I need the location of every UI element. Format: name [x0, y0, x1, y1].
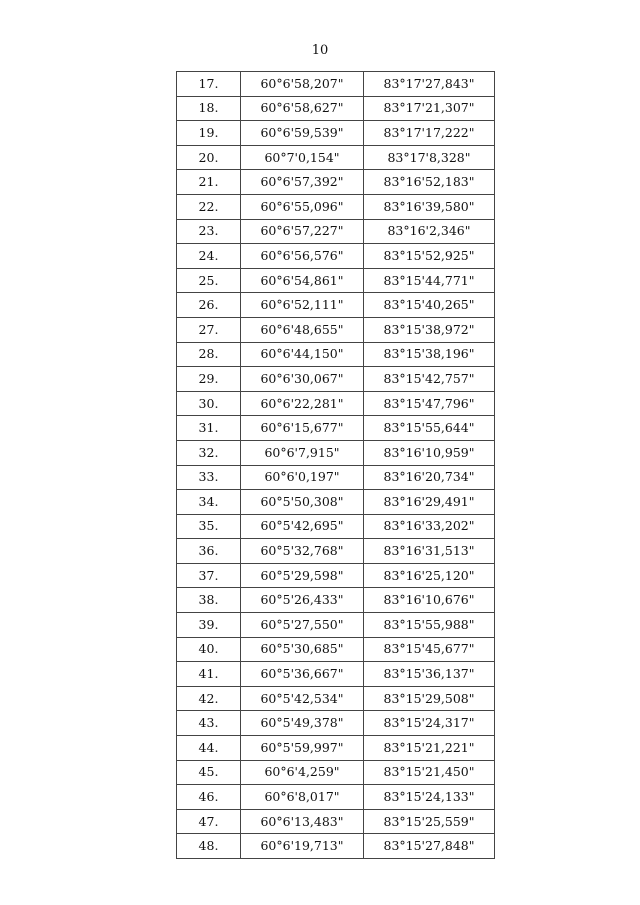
longitude-cell: 83°17'8,328" [364, 145, 495, 170]
table-row [177, 342, 495, 367]
longitude-cell: 83°15'47,796" [364, 391, 495, 416]
table-row [177, 490, 495, 515]
table-row [177, 563, 495, 588]
latitude-cell: 60°5'26,433" [241, 588, 364, 613]
latitude-cell: 60°6'44,150" [241, 342, 364, 367]
table-row [177, 416, 495, 441]
latitude-cell: 60°5'49,378" [241, 711, 364, 736]
table-row [177, 317, 495, 342]
latitude-cell: 60°6'58,627" [241, 96, 364, 121]
point-number-cell: 29. [177, 367, 241, 392]
longitude-cell: 83°17'17,222" [364, 121, 495, 146]
point-number-cell: 25. [177, 268, 241, 293]
latitude-cell: 60°7'0,154" [241, 145, 364, 170]
longitude-cell: 83°16'33,202" [364, 514, 495, 539]
latitude-cell: 60°6'56,576" [241, 244, 364, 269]
latitude-cell: 60°5'59,997" [241, 736, 364, 761]
table-row [177, 244, 495, 269]
latitude-cell: 60°6'58,207" [241, 72, 364, 97]
latitude-cell: 60°5'29,598" [241, 563, 364, 588]
longitude-cell: 83°15'40,265" [364, 293, 495, 318]
longitude-cell: 83°15'24,317" [364, 711, 495, 736]
coordinates-table-body [177, 72, 495, 859]
latitude-cell: 60°6'48,655" [241, 317, 364, 342]
longitude-cell: 83°15'52,925" [364, 244, 495, 269]
latitude-cell: 60°5'42,534" [241, 686, 364, 711]
longitude-cell: 83°15'27,848" [364, 834, 495, 859]
longitude-cell: 83°16'10,676" [364, 588, 495, 613]
latitude-cell: 60°5'27,550" [241, 613, 364, 638]
latitude-cell: 60°6'8,017" [241, 785, 364, 810]
longitude-cell: 83°15'36,137" [364, 662, 495, 687]
longitude-cell: 83°16'20,734" [364, 465, 495, 490]
table-row [177, 834, 495, 859]
table-row [177, 588, 495, 613]
point-number-cell: 48. [177, 834, 241, 859]
table-row [177, 194, 495, 219]
point-number-cell: 42. [177, 686, 241, 711]
latitude-cell: 60°6'13,483" [241, 809, 364, 834]
point-number-cell: 45. [177, 760, 241, 785]
latitude-cell: 60°6'19,713" [241, 834, 364, 859]
point-number-cell: 20. [177, 145, 241, 170]
longitude-cell: 83°16'25,120" [364, 563, 495, 588]
latitude-cell: 60°6'0,197" [241, 465, 364, 490]
latitude-cell: 60°6'30,067" [241, 367, 364, 392]
latitude-cell: 60°6'7,915" [241, 440, 364, 465]
longitude-cell: 83°15'21,450" [364, 760, 495, 785]
longitude-cell: 83°15'42,757" [364, 367, 495, 392]
table-row [177, 440, 495, 465]
latitude-cell: 60°6'57,392" [241, 170, 364, 195]
longitude-cell: 83°15'55,644" [364, 416, 495, 441]
latitude-cell: 60°6'15,677" [241, 416, 364, 441]
longitude-cell: 83°17'21,307" [364, 96, 495, 121]
point-number-cell: 44. [177, 736, 241, 761]
point-number-cell: 23. [177, 219, 241, 244]
latitude-cell: 60°6'52,111" [241, 293, 364, 318]
latitude-cell: 60°6'59,539" [241, 121, 364, 146]
point-number-cell: 26. [177, 293, 241, 318]
latitude-cell: 60°6'22,281" [241, 391, 364, 416]
longitude-cell: 83°15'44,771" [364, 268, 495, 293]
longitude-cell: 83°15'25,559" [364, 809, 495, 834]
page-number: 10 [311, 43, 329, 58]
table-row [177, 613, 495, 638]
longitude-cell: 83°15'45,677" [364, 637, 495, 662]
point-number-cell: 39. [177, 613, 241, 638]
latitude-cell: 60°5'50,308" [241, 490, 364, 515]
point-number-cell: 32. [177, 440, 241, 465]
point-number-cell: 24. [177, 244, 241, 269]
point-number-cell: 21. [177, 170, 241, 195]
longitude-cell: 83°16'10,959" [364, 440, 495, 465]
coordinates-table [176, 71, 495, 859]
point-number-cell: 22. [177, 194, 241, 219]
table-row [177, 219, 495, 244]
point-number-cell: 34. [177, 490, 241, 515]
table-row [177, 711, 495, 736]
table-row [177, 785, 495, 810]
point-number-cell: 28. [177, 342, 241, 367]
table-row [177, 170, 495, 195]
longitude-cell: 83°15'38,972" [364, 317, 495, 342]
latitude-cell: 60°5'42,695" [241, 514, 364, 539]
table-row [177, 514, 495, 539]
table-row [177, 760, 495, 785]
point-number-cell: 43. [177, 711, 241, 736]
table-row [177, 96, 495, 121]
longitude-cell: 83°15'29,508" [364, 686, 495, 711]
point-number-cell: 47. [177, 809, 241, 834]
point-number-cell: 18. [177, 96, 241, 121]
table-row [177, 391, 495, 416]
table-row [177, 686, 495, 711]
table-row [177, 809, 495, 834]
longitude-cell: 83°15'38,196" [364, 342, 495, 367]
longitude-cell: 83°16'52,183" [364, 170, 495, 195]
point-number-cell: 17. [177, 72, 241, 97]
point-number-cell: 35. [177, 514, 241, 539]
point-number-cell: 46. [177, 785, 241, 810]
latitude-cell: 60°5'36,667" [241, 662, 364, 687]
point-number-cell: 37. [177, 563, 241, 588]
point-number-cell: 27. [177, 317, 241, 342]
table-row [177, 367, 495, 392]
longitude-cell: 83°15'55,988" [364, 613, 495, 638]
point-number-cell: 40. [177, 637, 241, 662]
longitude-cell: 83°16'2,346" [364, 219, 495, 244]
longitude-cell: 83°17'27,843" [364, 72, 495, 97]
table-row [177, 465, 495, 490]
longitude-cell: 83°16'29,491" [364, 490, 495, 515]
longitude-cell: 83°15'24,133" [364, 785, 495, 810]
table-row [177, 145, 495, 170]
table-row [177, 268, 495, 293]
point-number-cell: 19. [177, 121, 241, 146]
table-row [177, 121, 495, 146]
latitude-cell: 60°6'57,227" [241, 219, 364, 244]
table-row [177, 539, 495, 564]
point-number-cell: 36. [177, 539, 241, 564]
longitude-cell: 83°15'21,221" [364, 736, 495, 761]
latitude-cell: 60°5'32,768" [241, 539, 364, 564]
table-row [177, 293, 495, 318]
latitude-cell: 60°6'55,096" [241, 194, 364, 219]
latitude-cell: 60°5'30,685" [241, 637, 364, 662]
table-row [177, 736, 495, 761]
point-number-cell: 41. [177, 662, 241, 687]
point-number-cell: 30. [177, 391, 241, 416]
longitude-cell: 83°16'31,513" [364, 539, 495, 564]
latitude-cell: 60°6'54,861" [241, 268, 364, 293]
point-number-cell: 33. [177, 465, 241, 490]
table-row [177, 662, 495, 687]
point-number-cell: 38. [177, 588, 241, 613]
latitude-cell: 60°6'4,259" [241, 760, 364, 785]
table-row [177, 72, 495, 97]
longitude-cell: 83°16'39,580" [364, 194, 495, 219]
point-number-cell: 31. [177, 416, 241, 441]
table-row [177, 637, 495, 662]
